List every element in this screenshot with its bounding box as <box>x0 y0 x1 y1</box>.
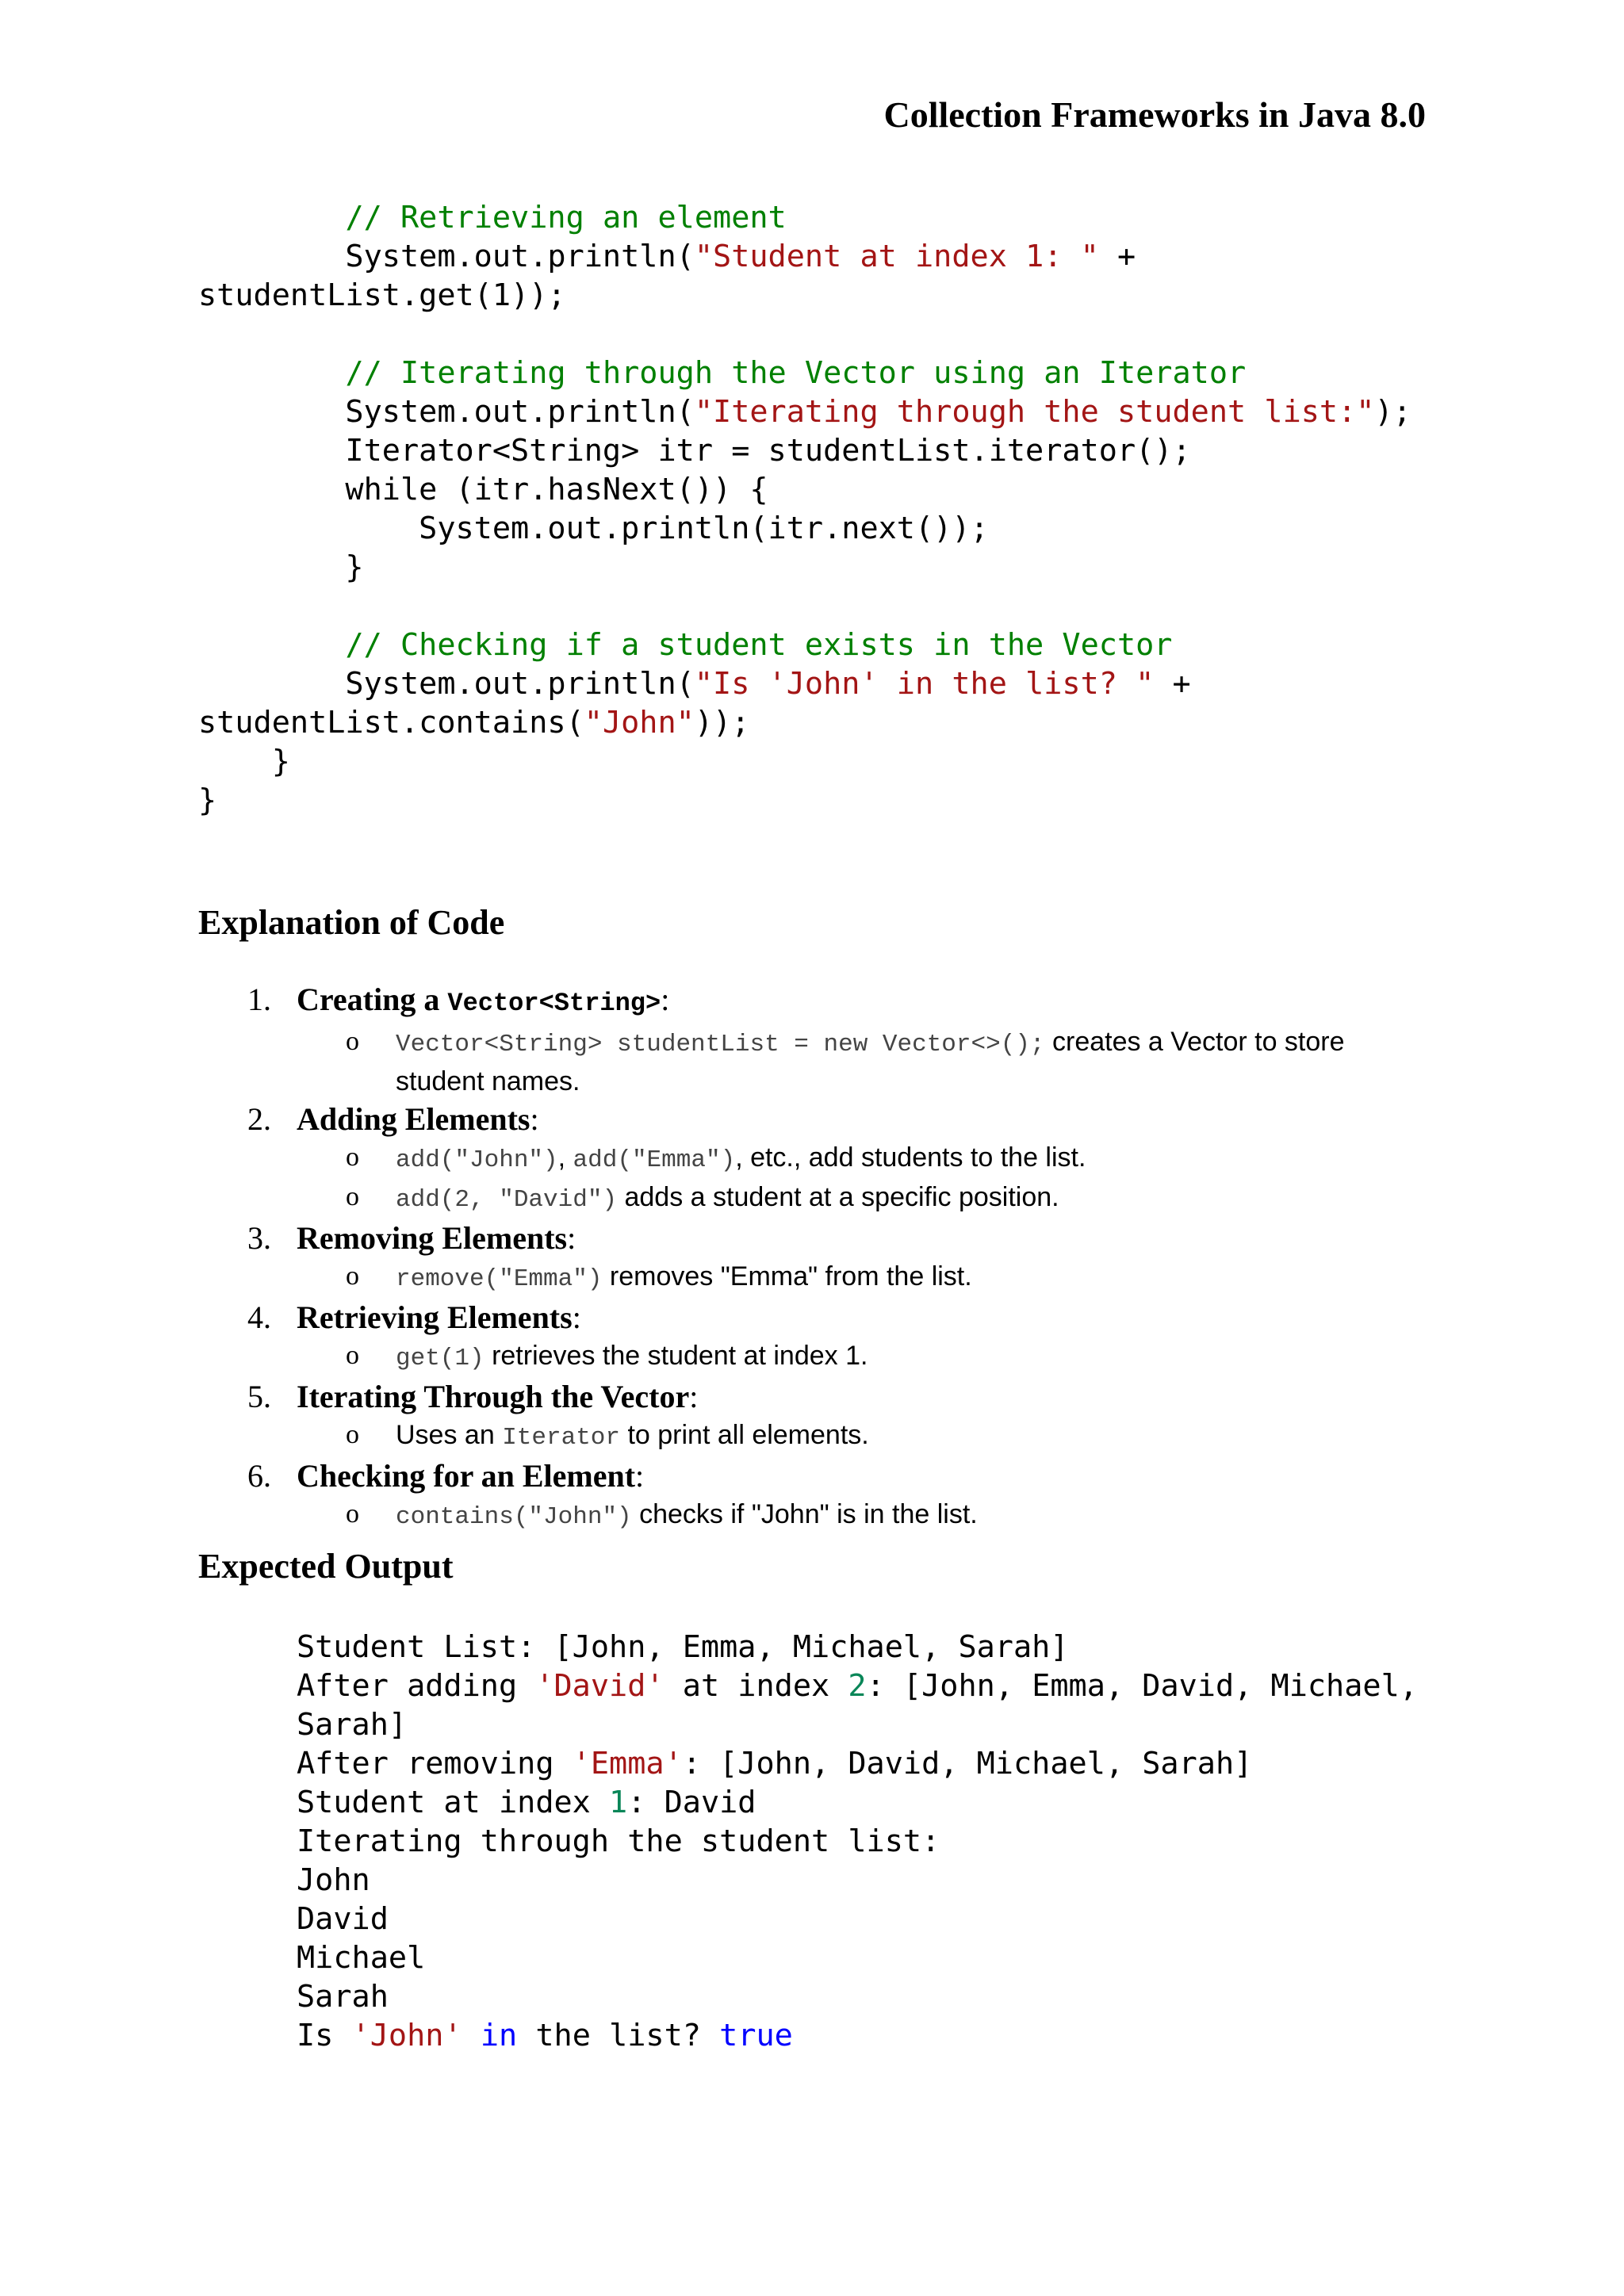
code-token <box>198 200 345 235</box>
item-number: 2. <box>247 1101 271 1137</box>
expected-output-block <box>297 1628 1418 2055</box>
page-header-title: Collection Frameworks in Java 8.0 <box>883 94 1426 135</box>
sub-text: removes "Emma" from the list. <box>602 1261 972 1292</box>
sub-text: creates a Vector to store student names. <box>396 1027 1345 1096</box>
sub-list <box>198 1139 1435 1219</box>
code-block <box>198 198 1411 820</box>
code-line <box>297 1823 940 1859</box>
sub-text: to print all elements. <box>620 1420 869 1450</box>
sub-text: Uses an <box>396 1420 503 1450</box>
explanation-item-title <box>198 1377 1435 1417</box>
explanation-item <box>198 1298 1435 1377</box>
code-line <box>297 1785 756 1820</box>
code-token: "John" <box>584 705 695 740</box>
item-number: 4. <box>247 1299 271 1335</box>
code-token: // Retrieving an element <box>345 200 787 235</box>
code-token: in <box>480 2018 518 2053</box>
code-token: : [John, Emma, David, Michael, <box>866 1668 1418 1704</box>
code-line <box>198 511 989 546</box>
sub-list <box>198 1496 1435 1536</box>
code-line <box>297 1862 370 1898</box>
code-token: ); <box>1374 394 1411 430</box>
sub-text: , <box>557 1142 573 1173</box>
explanation-item-title <box>198 1219 1435 1258</box>
title-text: Adding Elements <box>297 1101 530 1137</box>
sub-text: checks if "John" is in the list. <box>631 1499 978 1529</box>
code-token: Student at index <box>297 1785 610 1820</box>
item-number: 6. <box>247 1458 271 1494</box>
code-token: Iterating through the student list: <box>297 1823 940 1859</box>
item-number: 1. <box>247 982 271 1017</box>
inline-code: remove("Emma") <box>396 1265 603 1293</box>
sub-list <box>198 1024 1435 1100</box>
code-token: Iterator<String> itr = studentList.iterator(); <box>198 433 1191 469</box>
code-token: 1 <box>609 1785 628 1820</box>
code-token: studentList.get(1)); <box>198 277 566 313</box>
code-line <box>198 200 787 235</box>
inline-code: get(1) <box>396 1345 485 1372</box>
code-token: Student List: [John, Emma, Michael, Sarah] <box>297 1629 1069 1665</box>
title-text: Creating a <box>297 982 448 1017</box>
title-text: Removing Elements <box>297 1220 568 1256</box>
code-token: 'David' <box>535 1668 665 1704</box>
sub-list <box>198 1337 1435 1377</box>
explanation-heading: Explanation of Code <box>198 903 505 942</box>
code-token: After adding <box>297 1668 536 1704</box>
inline-code: add("John") <box>396 1146 558 1174</box>
code-token: Sarah <box>297 1979 389 2015</box>
code-token: David <box>297 1901 389 1937</box>
sub-item <box>198 1417 1435 1456</box>
code-token: Michael <box>297 1940 426 1976</box>
circle-bullet-icon: o <box>346 1142 359 1172</box>
circle-bullet-icon: o <box>346 1341 359 1370</box>
code-token: 2 <box>848 1668 867 1704</box>
inline-code: Vector<String> studentList = new Vector<>(); <box>396 1031 1045 1058</box>
code-line <box>198 744 290 779</box>
inline-code: contains("John") <box>396 1503 632 1531</box>
circle-bullet-icon: o <box>346 1261 359 1291</box>
code-token: System.out.println( <box>198 239 695 274</box>
sub-item <box>198 1179 1435 1219</box>
circle-bullet-icon: o <box>346 1027 359 1056</box>
explanation-item <box>198 1100 1435 1219</box>
code-line <box>297 1629 1069 1665</box>
code-token: System.out.println( <box>198 394 695 430</box>
code-token <box>462 2018 481 2053</box>
code-line <box>198 355 1246 391</box>
code-token: 'John' <box>351 2018 462 2053</box>
code-line <box>198 277 566 313</box>
code-line <box>297 1668 1418 1704</box>
explanation-item-title <box>198 1100 1435 1139</box>
explanation-item-title <box>198 1298 1435 1337</box>
code-token: 'Emma' <box>572 1746 683 1781</box>
sub-text: adds a student at a specific position. <box>617 1182 1059 1212</box>
code-token: "Student at index 1: " <box>694 239 1099 274</box>
code-line <box>297 1979 389 2015</box>
code-token: "Iterating through the student list:" <box>694 394 1375 430</box>
circle-bullet-icon: o <box>346 1182 359 1211</box>
code-line <box>198 394 1411 430</box>
code-token: After removing <box>297 1746 573 1781</box>
code-line <box>198 549 364 585</box>
explanation-item <box>198 1219 1435 1298</box>
explanation-item <box>198 1456 1435 1536</box>
explanation-item <box>198 1377 1435 1456</box>
inline-code: Iterator <box>502 1424 621 1452</box>
sub-text: , etc., add students to the list. <box>735 1142 1086 1173</box>
expected-output-heading: Expected Output <box>198 1547 454 1586</box>
code-token: John <box>297 1862 370 1898</box>
sub-item <box>198 1496 1435 1536</box>
code-token: + <box>1154 666 1191 702</box>
sub-item <box>198 1024 1435 1100</box>
code-token: true <box>719 2018 793 2053</box>
code-line <box>198 239 1136 274</box>
code-token: at index <box>664 1668 848 1704</box>
title-text: : <box>572 1299 581 1335</box>
sub-text: retrieves the student at index 1. <box>484 1341 868 1371</box>
code-token: : David <box>627 1785 756 1820</box>
code-token: // Checking if a student exists in the Vector <box>345 627 1173 663</box>
item-number: 3. <box>247 1220 271 1256</box>
title-text: : <box>635 1458 645 1494</box>
code-token: } <box>198 783 217 818</box>
title-text: : <box>689 1379 699 1414</box>
code-token: while (itr.hasNext()) { <box>198 472 768 507</box>
code-token: : [John, David, Michael, Sarah] <box>682 1746 1253 1781</box>
code-token: // Iterating through the Vector using an Iterator <box>345 355 1247 391</box>
code-token: } <box>198 549 364 585</box>
code-token: studentList.contains( <box>198 705 584 740</box>
explanation-list <box>198 980 1435 1536</box>
sub-list <box>198 1417 1435 1456</box>
code-line <box>297 1746 1252 1781</box>
code-token: + <box>1098 239 1136 274</box>
code-line <box>297 1940 425 1976</box>
inline-code: Vector<String> <box>447 989 661 1018</box>
code-line <box>198 705 749 740</box>
code-line <box>198 433 1191 469</box>
explanation-item-title <box>198 980 1435 1024</box>
code-token: the list? <box>517 2018 720 2053</box>
title-text: : <box>530 1101 539 1137</box>
inline-code: add(2, "David") <box>396 1186 618 1214</box>
title-text: : <box>661 982 670 1017</box>
code-token: Is <box>297 2018 352 2053</box>
code-line <box>297 1901 389 1937</box>
code-token: } <box>198 744 290 779</box>
title-text: Retrieving Elements <box>297 1299 573 1335</box>
code-token <box>198 627 345 663</box>
code-line <box>198 666 1191 702</box>
explanation-item <box>198 980 1435 1100</box>
code-line <box>198 627 1173 663</box>
code-line <box>198 472 768 507</box>
code-token: "Is 'John' in the list? " <box>694 666 1155 702</box>
sub-item <box>198 1139 1435 1179</box>
title-text: : <box>567 1220 576 1256</box>
title-text: Iterating Through the Vector <box>297 1379 690 1414</box>
circle-bullet-icon: o <box>346 1420 359 1449</box>
code-token: Sarah] <box>297 1707 408 1743</box>
code-token <box>198 355 345 391</box>
code-token: System.out.println(itr.next()); <box>198 511 989 546</box>
title-text: Checking for an Element <box>297 1458 636 1494</box>
circle-bullet-icon: o <box>346 1499 359 1529</box>
sub-item <box>198 1258 1435 1298</box>
code-line <box>198 783 216 818</box>
explanation-item-title <box>198 1456 1435 1496</box>
item-number: 5. <box>247 1379 271 1414</box>
sub-item <box>198 1337 1435 1377</box>
code-token: )); <box>694 705 750 740</box>
sub-list <box>198 1258 1435 1298</box>
code-token: System.out.println( <box>198 666 695 702</box>
inline-code: add("Emma") <box>573 1146 736 1174</box>
code-line <box>297 1707 407 1743</box>
code-line <box>297 2018 793 2053</box>
